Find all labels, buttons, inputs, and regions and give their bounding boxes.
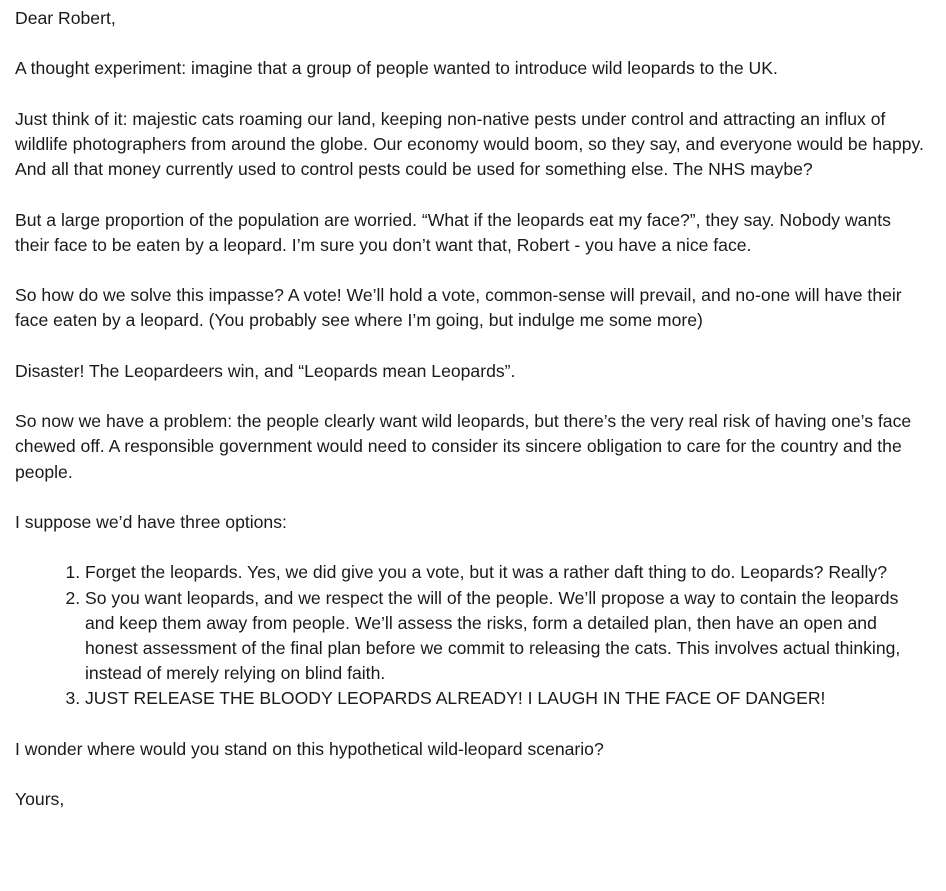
option-item: 1. Forget the leopards. Yes, we did give you a vote, but it was a rather daft thing to do. Leopards? Really? [85,560,930,585]
closing-question: I wonder where would you stand on this hypothetical wild-leopard scenario? [15,738,604,759]
paragraph-options-intro: I suppose we’d have three options: [15,511,287,532]
paragraph-disaster: Disaster! The Leopardeers win, and “Leopards mean Leopards”. [15,360,516,381]
option-item: 2. So you want leopards, and we respect the will of the people. We’ll propose a way to contain the leopards and keep them away from people. We’ll assess the risks, form a detailed plan, then have an open and honest assessment of the final plan before we commit to releasing the cats. This involves actual thinking, instead of merely relying on blind faith. [85,586,930,687]
signoff: Yours, [15,789,65,810]
paragraph-worries: But a large proportion of the population are worried. “What if the leopards eat my face?”, they say. Nobody wants their face to be eaten by a leopard. I’m sure you don’t want that, Robert - you have a nice face. [15,209,891,255]
paragraph-problem: So now we have a problem: the people clearly want wild leopards, but there’s the very real risk of having one’s face chewed off. A responsible government would need to consider its sincere obligation to care for the country and the people. [15,411,912,482]
letter-body [15,6,930,838]
greeting: Dear Robert, [15,8,116,28]
paragraph-benefits: Just think of it: majestic cats roaming our land, keeping non-native pests under control and attracting an influx of wildlife photographers from around the globe. Our economy would boom, so they say, and everyone would be happy. And all that money currently used to control pests could be used for something else. The NHS maybe? [15,108,924,180]
paragraph-vote: So how do we solve this impasse? A vote! We’ll hold a vote, common-sense will prevail, and no-one will have their face eaten by a leopard. (You probably see where I’m going, but indulge me some more) [15,285,902,331]
paragraph-intro: A thought experiment: imagine that a group of people wanted to introduce wild leopards to the UK. [15,58,778,79]
option-item: 3. JUST RELEASE THE BLOODY LEOPARDS ALREADY! I LAUGH IN THE FACE OF DANGER! [85,686,930,711]
options-list [15,560,930,711]
